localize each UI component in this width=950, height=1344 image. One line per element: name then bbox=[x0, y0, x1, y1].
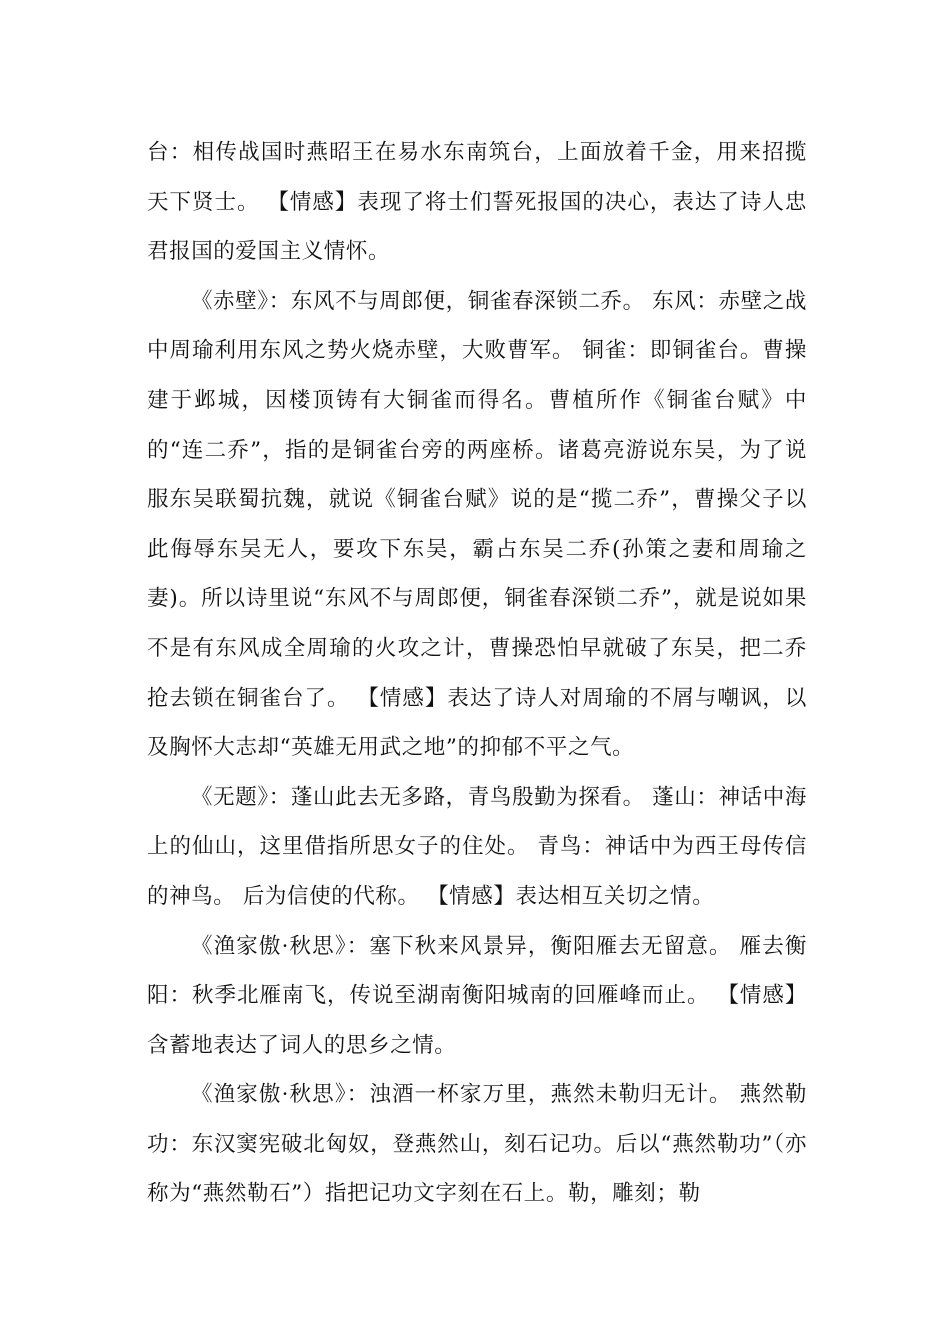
paragraph-1: 台：相传战国时燕昭王在易水东南筑台，上面放着千金，用来招揽天下贤士。 【情感】表现了将士们誓死报国的决心，表达了诗人忠君报国的爱国主义情怀。 bbox=[147, 140, 807, 265]
document-body bbox=[147, 128, 807, 1219]
paragraph-5-yujiaao-2: 《渔家傲·秋思》：浊酒一杯家万里，燕然未勒归无计。 燕然勒功：东汉窦宪破北匈奴，登燕然山，刻石记功。后以“燕然勒功”（亦称为“燕然勒石”）指把记功文字刻在石上。勒，雕刻；勒 bbox=[147, 1082, 807, 1207]
paragraph-4-yujiaao-1: 《渔家傲·秋思》：塞下秋来风景异，衡阳雁去无留意。 雁去衡阳：秋季北雁南飞，传说至湖南衡阳城南的回雁峰而止。 【情感】含蓄地表达了词人的思乡之情。 bbox=[147, 933, 807, 1058]
paragraph-3-wuti: 《无题》：蓬山此去无多路，青鸟殷勤为探看。 蓬山：神话中海上的仙山，这里借指所思女子的住处。 青鸟：神话中为西王母传信的神鸟。 后为信使的代称。 【情感】表达相互关切之情。 bbox=[147, 784, 807, 909]
paragraph-2-chibi: 《赤壁》：东风不与周郎便，铜雀春深锁二乔。 东风：赤壁之战中周瑜利用东风之势火烧赤壁，大败曹军。 铜雀：即铜雀台。曹操建于邺城，因楼顶铸有大铜雀而得名。曹植所作《铜雀台赋》中的“连二乔”，指的是铜雀台旁的两座桥。诸葛亮游说东吴，为了说服东吴联蜀抗魏，就说《铜雀台赋》说的是“揽二乔”，曹操父子以此侮辱东吴无人，要攻下东吴，霸占东吴二乔(孙策之妻和周瑜之妻)。所以诗里说“东风不与周郎便，铜雀春深锁二乔”，就是说如果不是有东风成全周瑜的火攻之计，曹操恐怕早就破了东吴，把二乔抢去锁在铜雀台了。 【情感】表达了诗人对周瑜的不屑与嘲讽，以及胸怀大志却“英雄无用武之地”的抑郁不平之气。 bbox=[147, 288, 807, 761]
